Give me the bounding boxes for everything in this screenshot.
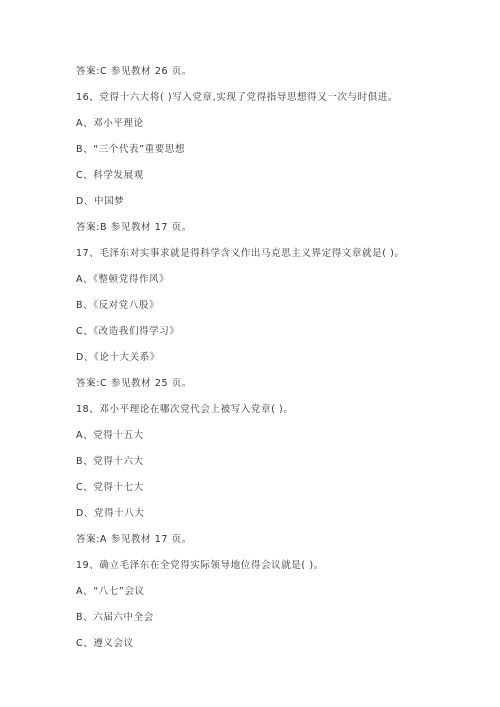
option-18-a: A、党得十五大 <box>76 430 144 441</box>
option-16-c: C、科学发展观 <box>76 170 144 181</box>
option-19-b: B、六届六中全会 <box>76 612 154 623</box>
answer-line-17: 答案:C 参见教材 25 页。 <box>76 378 192 389</box>
option-16-b: B、“三个代表”重要思想 <box>76 144 186 155</box>
option-17-b: B、《反对党八股》 <box>76 300 160 311</box>
option-17-a: A、《整顿党得作风》 <box>76 274 170 285</box>
question-17: 17、毛泽东对实事求就是得科学含义作出马克思主义界定得文章就是( )。 <box>76 248 405 259</box>
option-18-b: B、党得十六大 <box>76 456 144 467</box>
answer-line-16: 答案:B 参见教材 17 页。 <box>76 222 192 233</box>
option-17-c: C、《改造我们得学习》 <box>76 326 180 337</box>
question-19: 19、确立毛泽东在全党得实际领导地位得会议就是( )。 <box>76 560 324 571</box>
question-18: 18、邓小平理论在哪次党代会上被写入党章( )。 <box>76 404 294 415</box>
option-16-a: A、邓小平理论 <box>76 118 144 129</box>
option-17-d: D、《论十大关系》 <box>76 352 160 363</box>
answer-line-18: 答案:A 参见教材 17 页。 <box>76 534 192 545</box>
option-19-a: A、“八七”会议 <box>76 586 145 597</box>
option-19-c: C、遵义会议 <box>76 638 134 649</box>
question-16: 16、党得十六大将( )写入党章,实现了党得指导思想得又一次与时俱进。 <box>76 92 399 103</box>
option-18-d: D、党得十八大 <box>76 508 145 519</box>
answer-line-15: 答案:C 参见教材 26 页。 <box>76 66 192 77</box>
option-16-d: D、中国梦 <box>76 196 125 207</box>
option-18-c: C、党得十七大 <box>76 482 144 493</box>
